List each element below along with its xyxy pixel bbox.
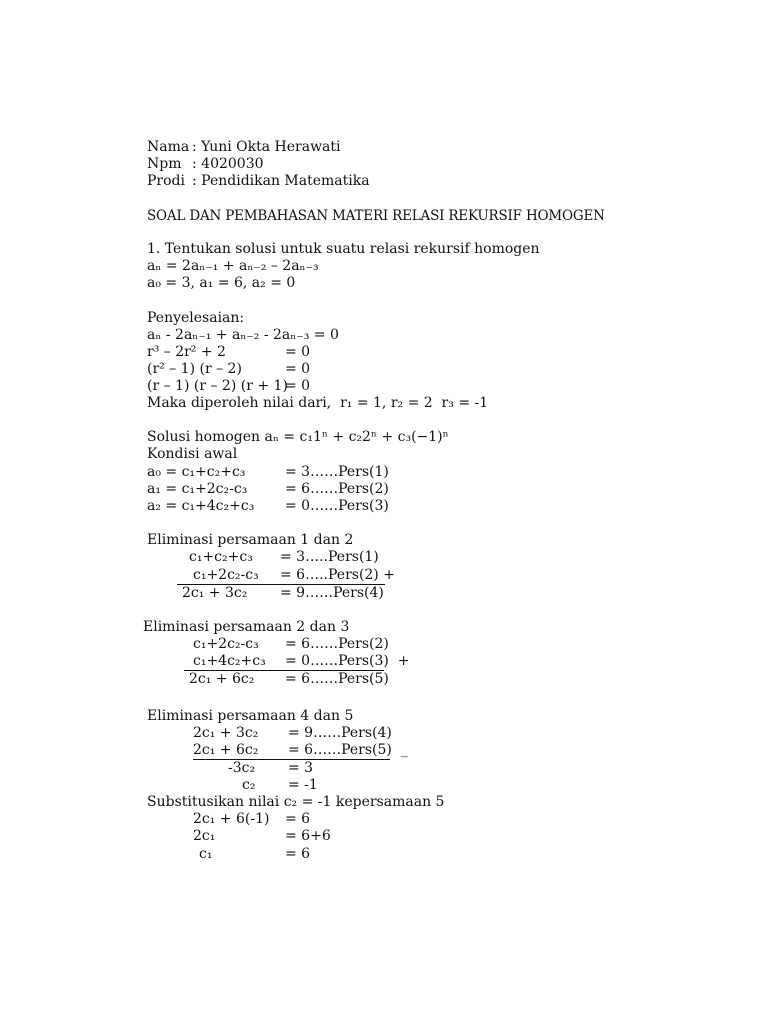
factor-eq-lhs: (r² – 1) (r – 2): [147, 361, 242, 377]
elim1-heading: Eliminasi persamaan 1 dan 2: [147, 532, 354, 548]
recurrence-relation: aₙ = 2aₙ₋₁ + aₙ₋₂ – 2aₙ₋₃: [147, 258, 319, 274]
elim3-row1-rhs: = 9……Pers(4): [288, 725, 392, 741]
full-factor-rhs: = 0: [285, 378, 311, 394]
problem-statement: 1. Tentukan solusi untuk suatu relasi rekursif homogen: [147, 241, 540, 257]
solution-heading: Penyelesaian:: [147, 310, 245, 326]
eq-a2-rhs: = 0……Pers(3): [285, 498, 389, 514]
eq-a2-lhs: a₂ = c₁+4c₂+c₃: [147, 498, 255, 514]
elim1-result-lhs: 2c₁ + 3c₂: [182, 585, 248, 601]
eq-a0-rhs: = 3……Pers(1): [285, 464, 389, 480]
elim1-result-rhs: = 9……Pers(4): [280, 585, 384, 601]
elim2-row1-lhs: c₁+2c₂-c₃: [193, 636, 259, 652]
cubic-eq-rhs: = 0: [285, 344, 311, 360]
factor-eq-rhs: = 0: [285, 361, 311, 377]
full-factor-lhs: (r – 1) (r – 2) (r + 1): [147, 378, 288, 394]
subst-heading: Substitusikan nilai c₂ = -1 kepersamaan 5: [147, 794, 445, 810]
general-solution: Solusi homogen aₙ = c₁1ⁿ + c₂2ⁿ + c₃(−1)ⁿ: [147, 429, 449, 445]
prodi-label: Prodi: [147, 173, 185, 189]
npm-label: Npm: [147, 156, 182, 172]
subst-row1-lhs: 2c₁ + 6(-1): [193, 811, 270, 827]
subst-row2-lhs: 2c₁: [193, 828, 216, 844]
elim1-row1-rhs: = 3…..Pers(1): [280, 549, 379, 565]
elim2-row1-rhs: = 6……Pers(2): [285, 636, 389, 652]
subst-row3-lhs: c₁: [199, 846, 213, 862]
characteristic-eq: aₙ - 2aₙ₋₁ + aₙ₋₂ - 2aₙ₋₃ = 0: [147, 327, 339, 343]
nama-label: Nama: [147, 139, 190, 155]
npm-value: : 4020030: [192, 156, 264, 172]
prodi-value: : Pendidikan Matematika: [192, 173, 370, 189]
elim3-row2-lhs: 2c₁ + 6c₂: [193, 742, 259, 758]
elim2-row2-lhs: c₁+4c₂+c₃: [193, 653, 266, 669]
document-title: SOAL DAN PEMBAHASAN MATERI RELASI REKURSIF HOMOGEN: [147, 208, 605, 224]
roots-line: Maka diperoleh nilai dari, r₁ = 1, r₂ = 2 r₃ = -1: [147, 395, 489, 411]
elim3-row4-lhs: c₂: [242, 777, 256, 793]
initial-conditions: a₀ = 3, a₁ = 6, a₂ = 0: [147, 275, 296, 291]
eq-a0-lhs: a₀ = c₁+c₂+c₃: [147, 464, 246, 480]
elim3-row2-rhs: = 6……Pers(5) _: [288, 742, 408, 758]
elim3-row4-rhs: = -1: [288, 777, 318, 793]
subst-row1-rhs: = 6: [285, 811, 311, 827]
elim2-result-lhs: 2c₁ + 6c₂: [189, 671, 255, 687]
elim2-heading: Eliminasi persamaan 2 dan 3: [143, 619, 350, 635]
elim1-row2-lhs: c₁+2c₂-c₃: [193, 567, 259, 583]
eq-a1-rhs: = 6……Pers(2): [285, 481, 389, 497]
elim2-row2-rhs: = 0……Pers(3) +: [285, 653, 410, 669]
elim3-row1-lhs: 2c₁ + 3c₂: [193, 725, 259, 741]
elim2-result-rhs: = 6……Pers(5): [285, 671, 389, 687]
elim1-row2-rhs: = 6…..Pers(2) +: [280, 567, 395, 583]
elim1-row1-lhs: c₁+c₂+c₃: [189, 549, 253, 565]
subst-row2-rhs: = 6+6: [285, 828, 331, 844]
eq-a1-lhs: a₁ = c₁+2c₂-c₃: [147, 481, 248, 497]
elim3-row3-lhs: -3c₂: [228, 760, 256, 776]
subst-row3-rhs: = 6: [285, 846, 311, 862]
elim3-heading: Eliminasi persamaan 4 dan 5: [147, 708, 354, 724]
nama-value: : Yuni Okta Herawati: [192, 139, 341, 155]
kondisi-awal: Kondisi awal: [147, 446, 238, 462]
cubic-eq-lhs: r³ – 2r² + 2: [147, 344, 226, 360]
elim3-row3-rhs: = 3: [288, 760, 314, 776]
